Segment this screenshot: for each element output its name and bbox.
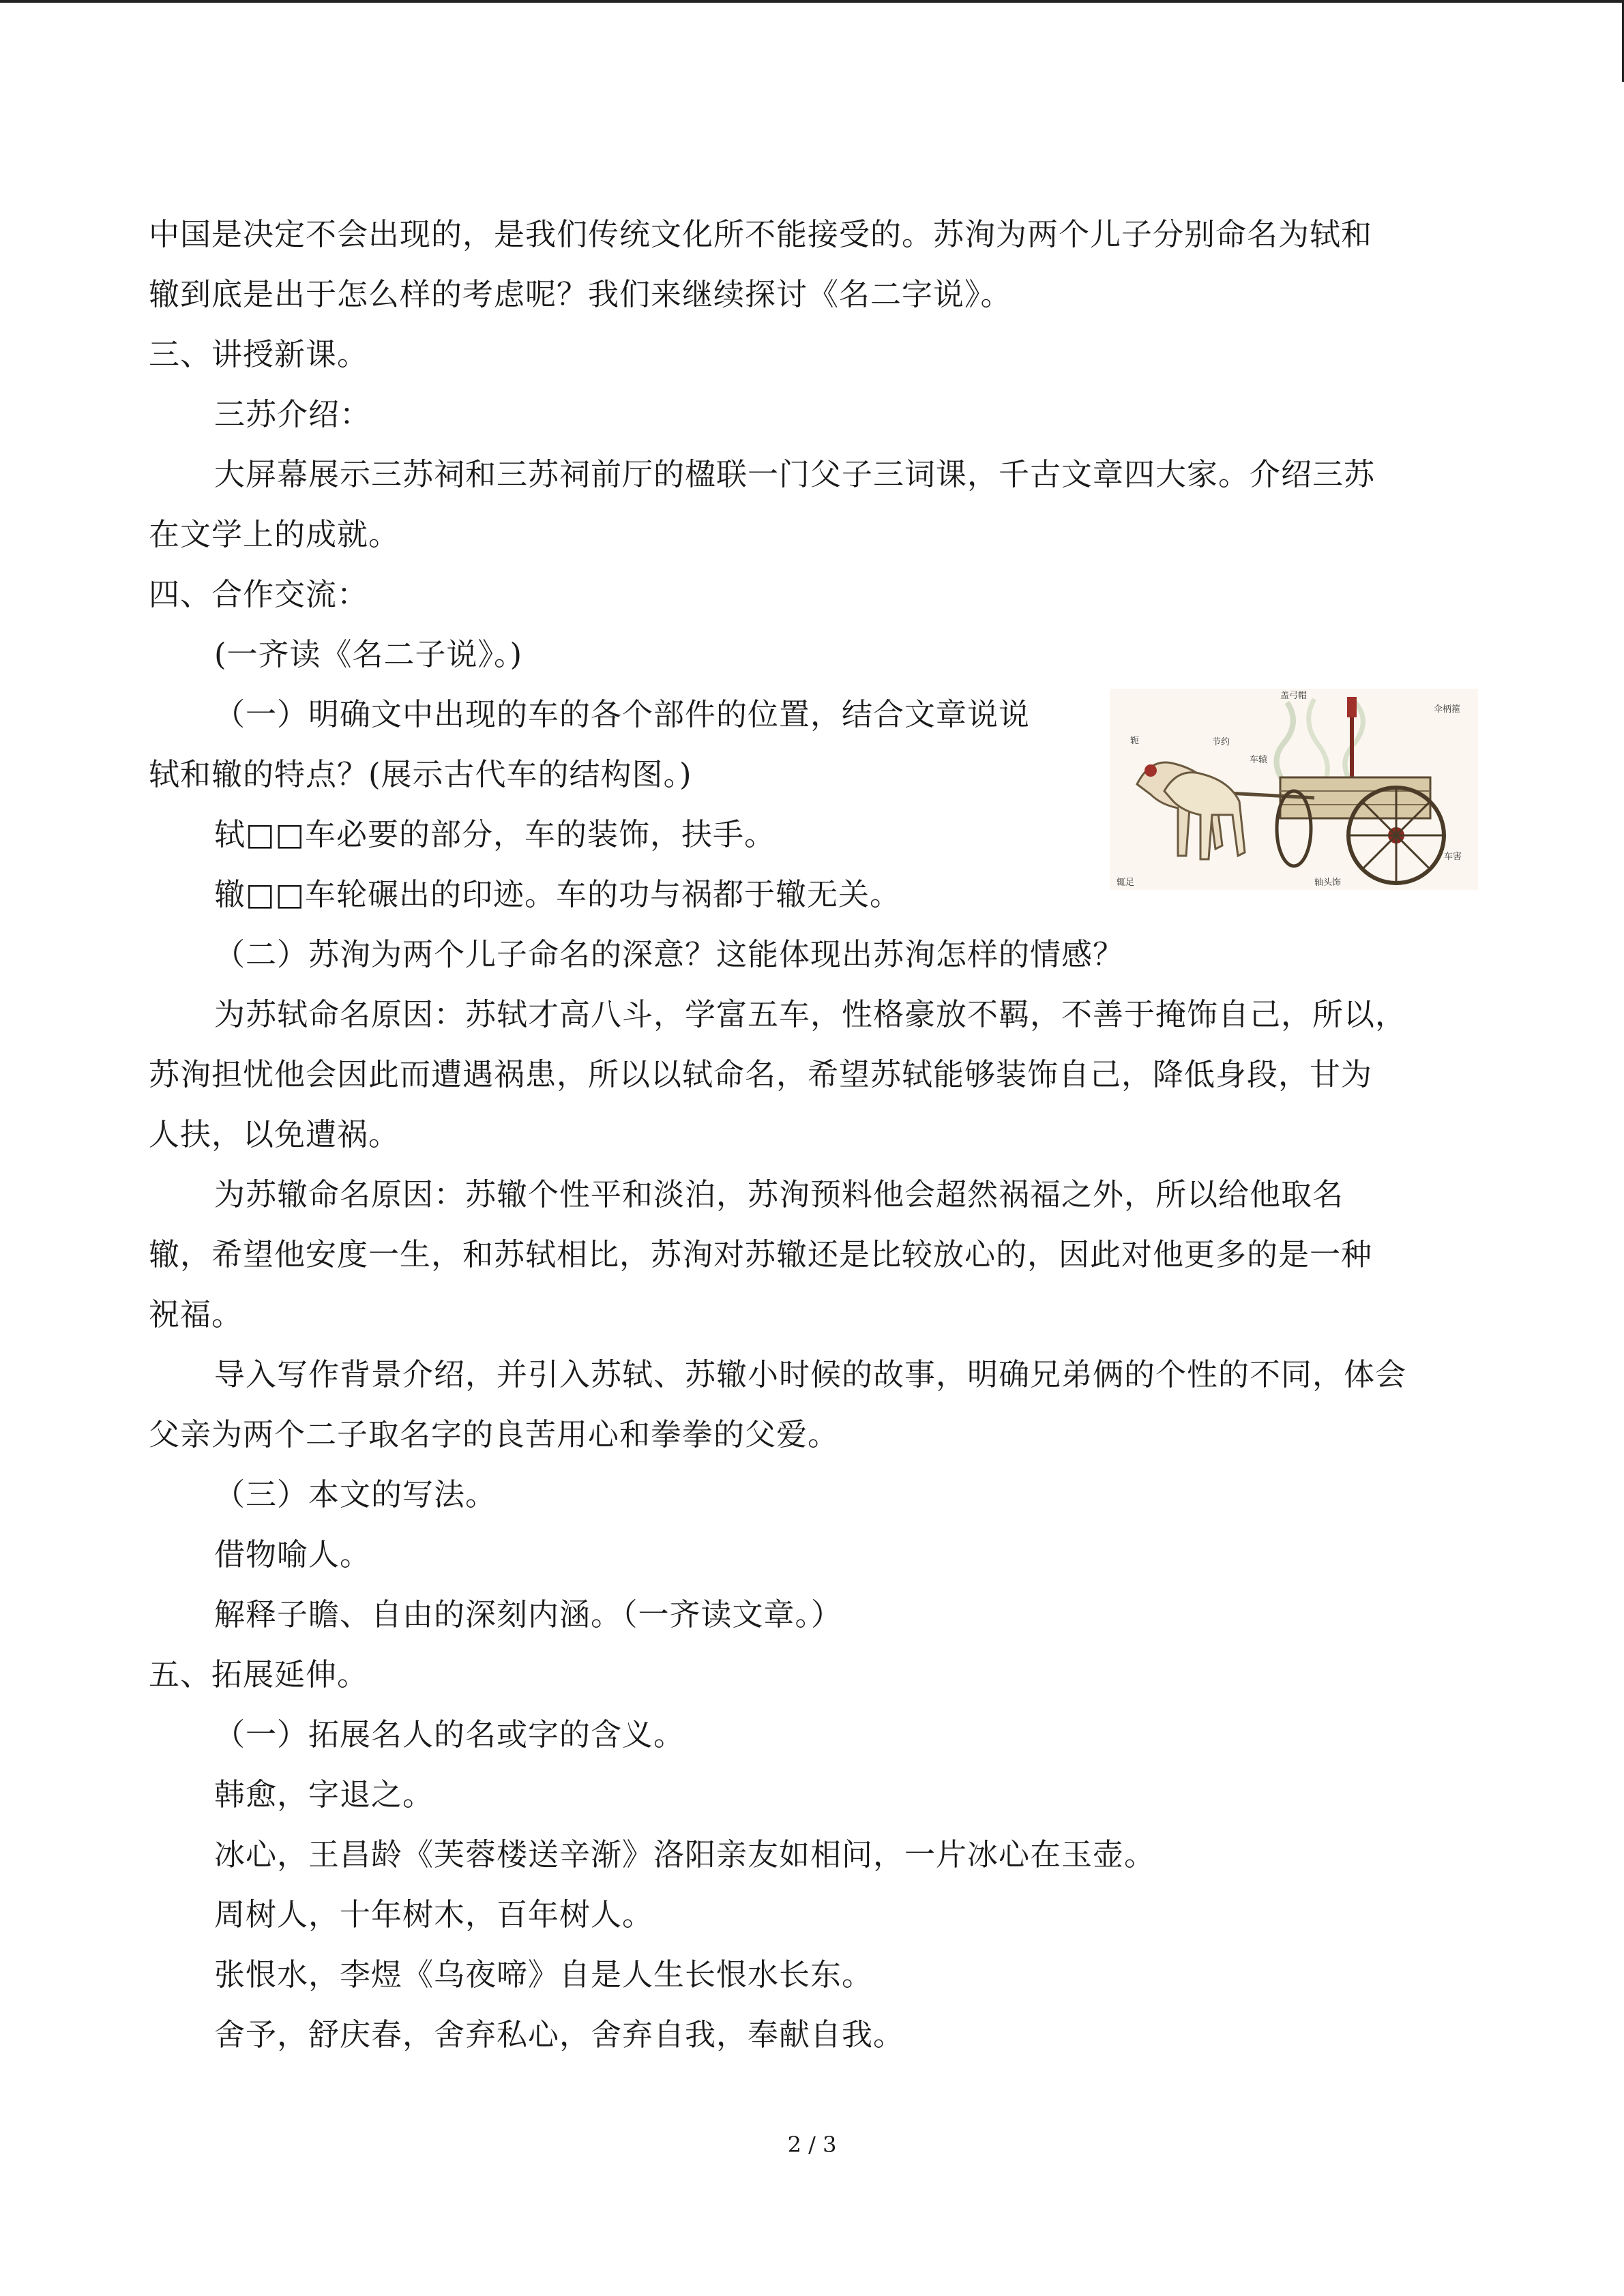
text-line: 借物喻人。 (214, 1536, 372, 1572)
label-hoof: 辄足 (1117, 878, 1135, 888)
chariot-structure-figure (1110, 689, 1478, 890)
text-line: 张恨水，李煜《乌夜啼》自是人生长恨水长东。 (214, 1956, 874, 1993)
text-line: 父亲为两个二子取名字的良苦用心和拳拳的父爱。 (149, 1416, 840, 1452)
text-line: 导入写作背景介绍，并引入苏轼、苏辙小时候的故事，明确兄弟俩的个性的不同，体会 (214, 1356, 1407, 1392)
label-canopy: 盖弓帽 (1280, 691, 1308, 701)
top-border (0, 0, 1624, 3)
text-line: 为苏辙命名原因：苏辙个性平和淡泊，苏洵预料他会超然祸福之外，所以给他取名 (214, 1176, 1344, 1212)
text-line: （三）本文的写法。 (214, 1476, 497, 1512)
text-line: 冰心，王昌龄《芙蓉楼送辛渐》洛阳亲友如相问，一片冰心在玉壶。 (214, 1836, 1156, 1873)
text-line: 大屏幕展示三苏祠和三苏祠前厅的楹联一门父子三词课，千古文章四大家。介绍三苏 (214, 456, 1376, 492)
text-line: 苏洵担忧他会因此而遭遇祸患，所以以轼命名，希望苏轼能够装饰自己，降低身段，甘为 (149, 1056, 1373, 1092)
text-line: 舍予，舒庆春，舍弃私心，舍弃自我，奉献自我。 (214, 2016, 905, 2053)
label-fan: 节约 (1212, 737, 1230, 747)
text-line: 辙，希望他安度一生，和苏轼相比，苏洵对苏辙还是比较放心的，因此对他更多的是一种 (149, 1236, 1373, 1272)
label-axle: 轴头饰 (1314, 878, 1342, 888)
chariot-illustration (1110, 689, 1478, 890)
text-line: 祝福。 (149, 1296, 243, 1332)
page-number: 2 / 3 (787, 2132, 837, 2158)
text-line: 辙□□车轮碾出的印迹。车的功与祸都于辙无关。 (214, 876, 902, 912)
text-line: 人扶，以免遭祸。 (149, 1116, 400, 1152)
text-line: 在文学上的成就。 (149, 516, 400, 552)
section-heading: 五、拓展延伸。 (149, 1656, 369, 1693)
label-umbrella: 伞柄箍 (1434, 704, 1461, 715)
label-wheel: 车害 (1444, 852, 1462, 862)
section-heading: 三、讲授新课。 (149, 336, 369, 372)
label-shaft: 车辕 (1250, 755, 1268, 765)
document-body (149, 205, 1461, 2065)
text-line: （二）苏洵为两个儿子命名的深意？这能体现出苏洵怎样的情感？ (214, 936, 1125, 972)
text-line: （一）明确文中出现的车的各个部件的位置，结合文章说说 (214, 696, 1031, 732)
text-line: （一）拓展名人的名或字的含义。 (214, 1716, 685, 1753)
text-line: 中国是决定不会出现的，是我们传统文化所不能接受的。苏洵为两个儿子分别命名为轼和 (149, 216, 1373, 252)
text-line: 轼□□车必要的部分，车的装饰，扶手。 (214, 816, 776, 852)
text-line: 辙到底是出于怎么样的考虑呢？我们来继续探讨《名二字说》。 (149, 276, 1012, 312)
text-line: 三苏介绍： (214, 396, 372, 432)
text-line: 为苏轼命名原因：苏轼才高八斗，学富五车，性格豪放不羁，不善于掩饰自己，所以， (214, 996, 1407, 1032)
text-line: 解释子瞻、自由的深刻内涵。（一齐读文章。） (214, 1596, 843, 1632)
text-line: 轼和辙的特点？(展示古代车的结构图。) (149, 756, 692, 792)
section-heading: 四、合作交流： (149, 576, 369, 612)
text-line: 韩愈，字退之。 (214, 1776, 434, 1813)
text-line: (一齐读《名二子说》。) (214, 636, 523, 672)
label-yoke: 轭 (1130, 736, 1140, 746)
text-line: 周树人，十年树木，百年树人。 (214, 1896, 654, 1933)
